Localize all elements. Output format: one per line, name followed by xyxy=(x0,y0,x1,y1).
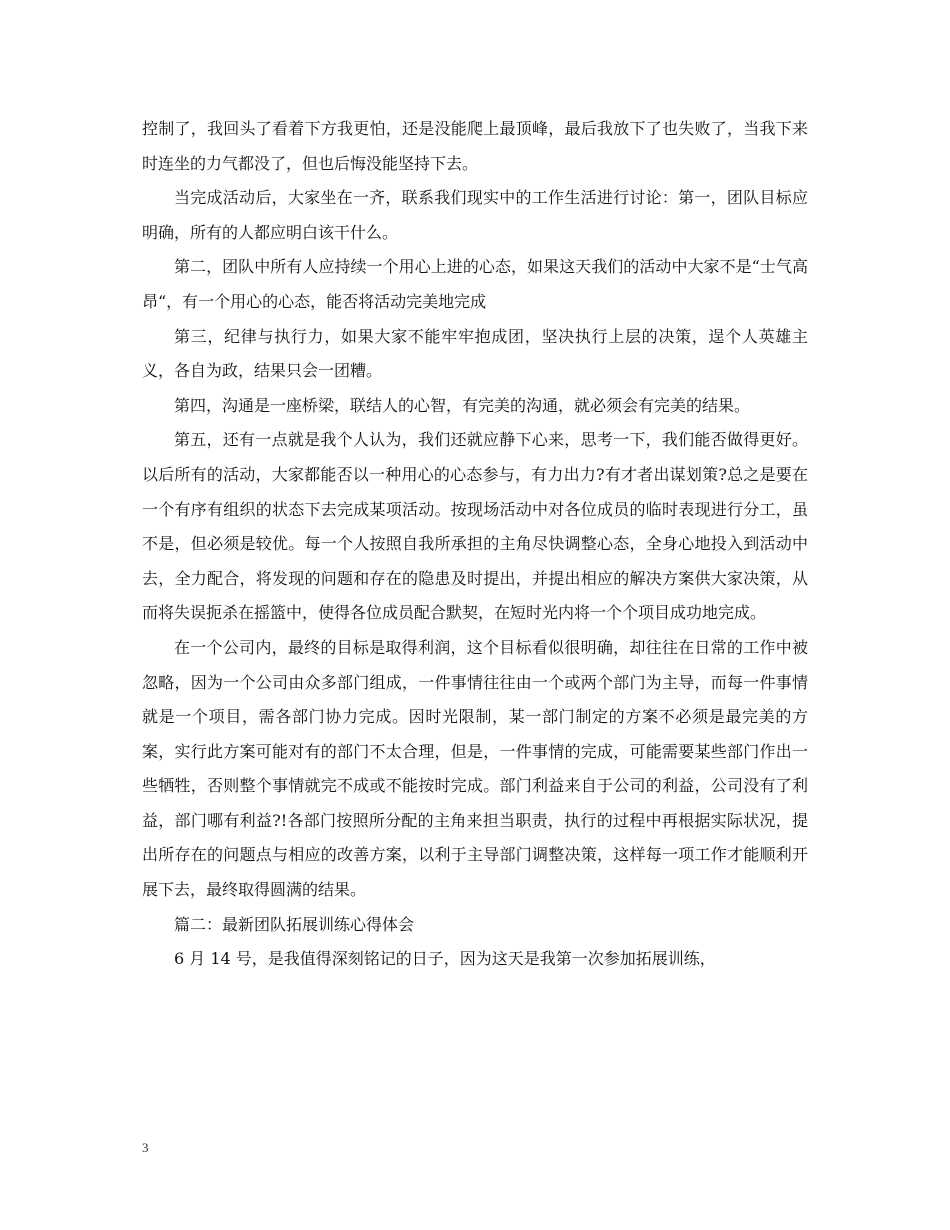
section-heading-part-two: 篇二：最新团队拓展训练心得体会 xyxy=(174,914,415,934)
paragraph-point-three: 第三，纪律与执行力，如果大家不能牢牢抱成团，坚决执行上层的决策，逞个人英雄主义，各自为政，结果只会一团糟。 xyxy=(142,326,808,381)
paragraph-continuation: 控制了，我回头了看着下方我更怕，还是没能爬上最顶峰，最后我放下了也失败了，当我下来时连坐的力气都没了，但也后悔没能坚持下去。 xyxy=(142,119,808,173)
page-number: 3 xyxy=(142,1140,149,1155)
paragraph-point-five: 第五，还有一点就是我个人认为，我们还就应静下心来，思考一下，我们能否做得更好。以后所有的活动，大家都能否以一种用心的心态参与，有力出力?有才者出谋划策?总之是要在一个有序有组织的状态下去完成某项活动。按现场活动中对各位成员的临时表现进行分工，虽不是，但必须是较优。每一个人按照自我所承担的主角尽快调整心态，全身心地投入到活动中去，全力配合，将发现的问题和存在的隐患及时提出，并提出相应的解决方案供大家决策，从而将失误扼杀在摇篮中，使得各位成员配合默契，在短时光内将一个个项目成功地完成。 xyxy=(142,430,808,623)
document-body xyxy=(142,112,808,977)
paragraph-company-goal: 在一个公司内，最终的目标是取得利润，这个目标看似很明确，却往往在日常的工作中被忽略，因为一个公司由众多部门组成，一件事情往往由一个或两个部门为主导，而每一件事情就是一个项目，需各部门协力完成。因时光限制，某一部门制定的方案不必须是最完美的方案，实行此方案可能对有的部门不太合理，但是，一件事情的完成，可能需要某些部门作出一些牺牲，否则整个事情就完不成或不能按时完成。部门利益来自于公司的利益，公司没有了利益，部门哪有利益?!各部门按照所分配的主角来担当职责，执行的过程中再根据实际状况，提出所存在的问题点与相应的改善方案，以利于主导部门调整决策，这样每一项工作才能顺利开展下去，最终取得圆满的结果。 xyxy=(142,637,808,900)
paragraph-june-14: 6 月 14 号，是我值得深刻铭记的日子，因为这天是我第一次参加拓展训练， xyxy=(174,949,716,969)
paragraph-point-two: 第二，团队中所有人应持续一个用心上进的心态，如果这天我们的活动中大家不是“士气高昂“，有一个用心的心态，能否将活动完美地完成 xyxy=(142,257,808,311)
paragraph-point-four: 第四，沟通是一座桥梁，联结人的心智，有完美的沟通，就必须会有完美的结果。 xyxy=(174,395,751,415)
paragraph-discussion-intro: 当完成活动后，大家坐在一齐，联系我们现实中的工作生活进行讨论：第一，团队目标应明确，所有的人都应明白该干什么。 xyxy=(142,188,808,242)
